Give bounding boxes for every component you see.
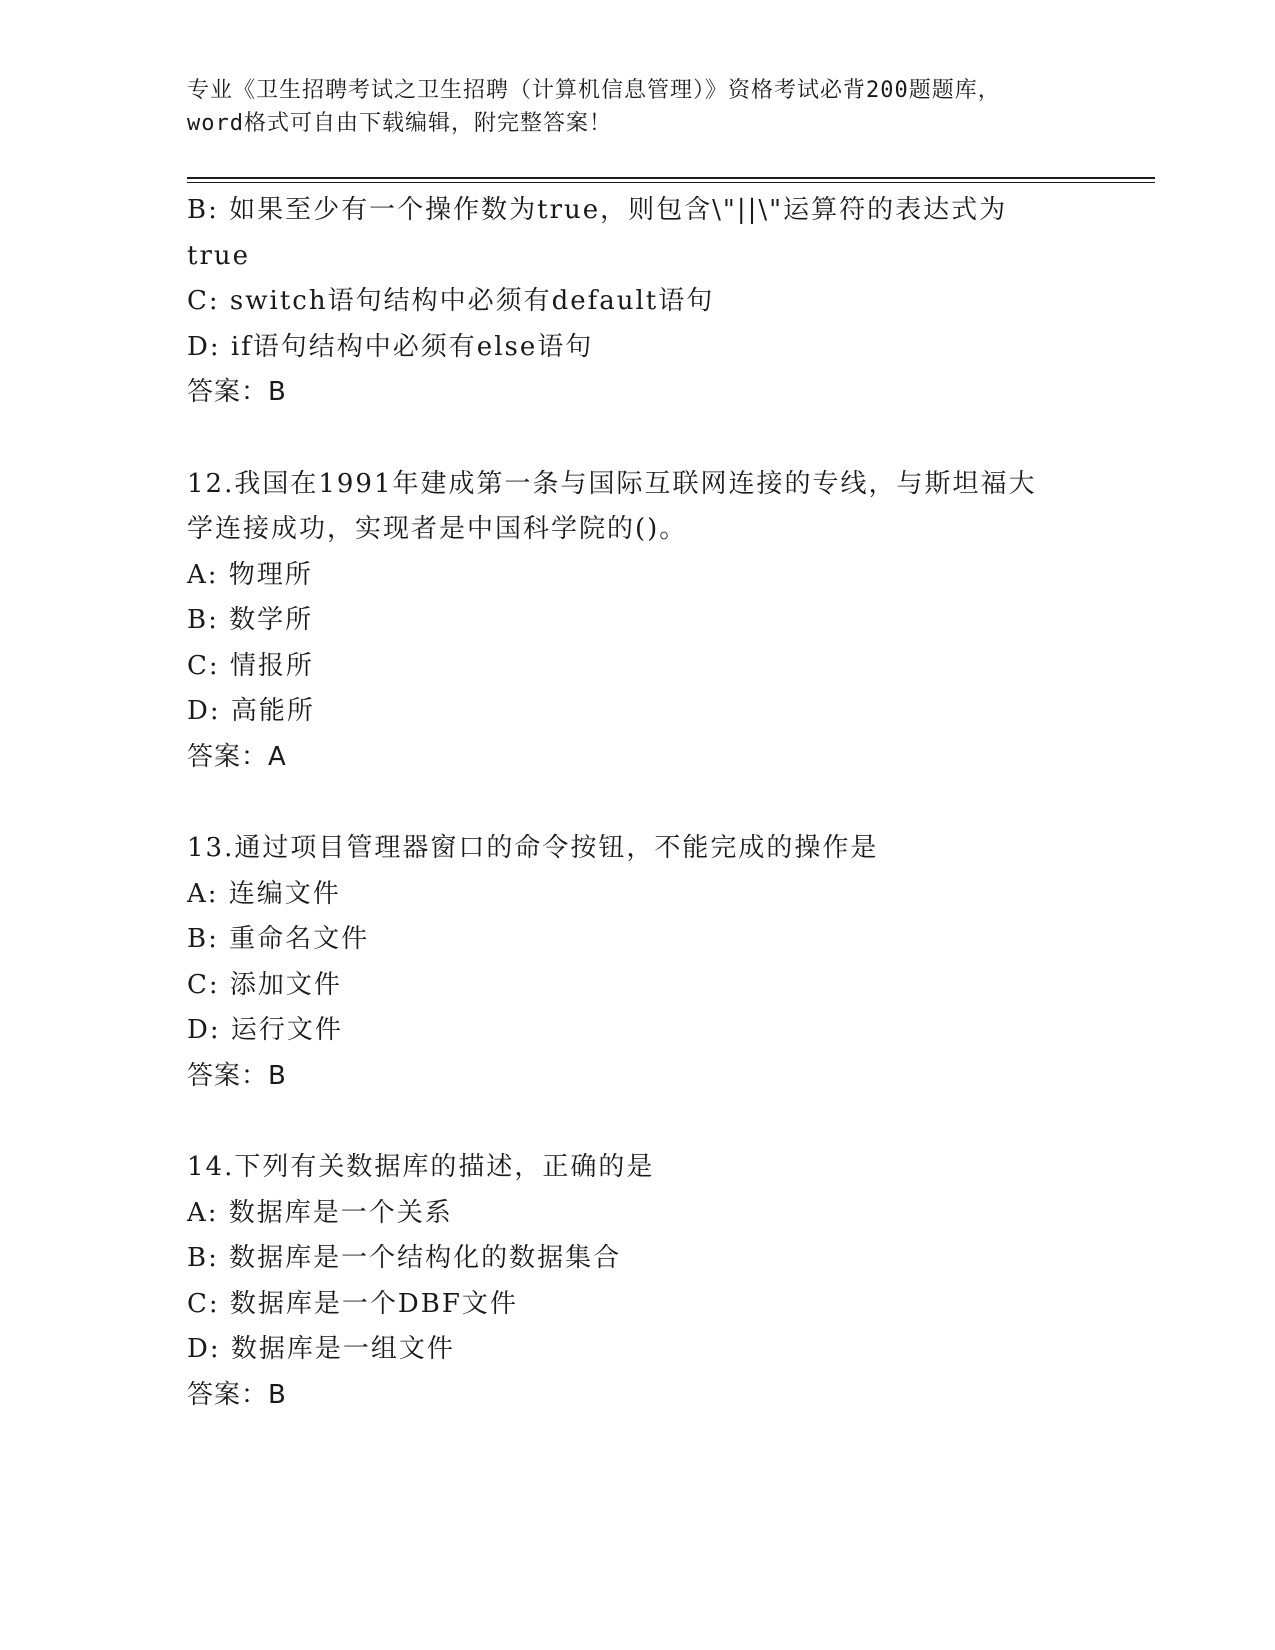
- question-stem: 12.我国在1991年建成第一条与国际互联网连接的专线，与斯坦福大: [187, 468, 1037, 499]
- option-a: A: 数据库是一个关系: [187, 1197, 453, 1228]
- option-c: C: 情报所: [187, 650, 314, 681]
- question-11-continued: [187, 188, 1067, 416]
- question-stem: 13.通过项目管理器窗口的命令按钮，不能完成的操作是: [187, 833, 879, 863]
- option-c: C: 数据库是一个DBF文件: [187, 1288, 518, 1319]
- header-title-line2: word格式可自由下载编辑，附完整答案！: [187, 111, 612, 136]
- header-divider-thin: [187, 182, 1155, 183]
- option-b-continued: true: [187, 240, 251, 271]
- question-14: [187, 1145, 1067, 1418]
- answer-line: 答案：A: [187, 741, 287, 772]
- option-d: D: 高能所: [187, 696, 315, 726]
- option-b: B: 数据库是一个结构化的数据集合: [187, 1243, 622, 1273]
- document-header: [187, 74, 1087, 140]
- answer-line: 答案：B: [187, 1379, 287, 1410]
- header-divider-thick: [187, 177, 1155, 179]
- question-stem-continued: 学连接成功，实现者是中国科学院的()。: [187, 514, 688, 544]
- option-b: B: 如果至少有一个操作数为true，则包含\"||\"运算符的表达式为: [187, 195, 1008, 225]
- option-a: A: 连编文件: [187, 878, 341, 909]
- question-12: [187, 462, 1067, 781]
- option-d: D: if语句结构中必须有else语句: [187, 331, 594, 362]
- header-title-line1: 专业《卫生招聘考试之卫生招聘（计算机信息管理）》资格考试必背200题题库，: [187, 78, 1001, 103]
- option-a: A: 物理所: [187, 559, 313, 590]
- option-d: D: 数据库是一组文件: [187, 1334, 455, 1364]
- question-13: [187, 826, 1067, 1099]
- option-c: C: switch语句结构中必须有default语句: [187, 286, 715, 316]
- question-stem: 14.下列有关数据库的描述，正确的是: [187, 1152, 655, 1182]
- question-spacer: [187, 780, 1067, 826]
- answer-line: 答案：B: [187, 1060, 287, 1091]
- option-b: B: 重命名文件: [187, 924, 370, 954]
- answer-line: 答案：B: [187, 377, 287, 407]
- option-d: D: 运行文件: [187, 1015, 343, 1045]
- option-c: C: 添加文件: [187, 969, 342, 1000]
- question-list: [187, 188, 1067, 1418]
- question-spacer: [187, 416, 1067, 462]
- question-spacer: [187, 1099, 1067, 1145]
- option-b: B: 数学所: [187, 605, 314, 635]
